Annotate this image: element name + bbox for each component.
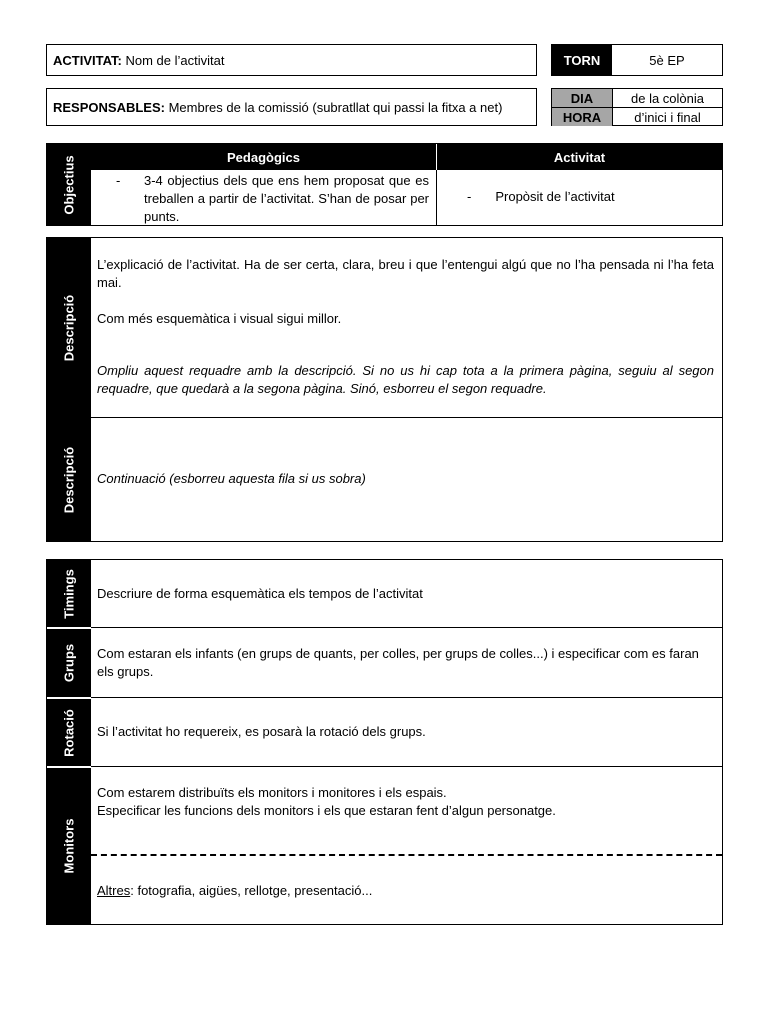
bullet-dash: - — [116, 173, 121, 188]
grups-side-label: Grups — [47, 629, 91, 697]
activitat-field — [46, 44, 537, 76]
monitors-line-1: Com estarem distribuïts els monitors i monitores i els espais. — [97, 785, 447, 800]
torn-label: TORN — [552, 45, 612, 75]
descripcio-paragraph-2: Com més esquemàtica i visual sigui millor. — [97, 311, 342, 326]
responsables-label: RESPONSABLES: — [53, 99, 165, 115]
dia-row — [552, 89, 722, 107]
pedagogics-cell — [117, 172, 429, 226]
monitors-side-label: Monitors — [47, 768, 91, 924]
altres-line — [97, 882, 717, 900]
altres-text: : fotografia, aigües, rellotge, presentació... — [130, 883, 373, 898]
activitat-cell — [467, 189, 615, 204]
activitat-label: ACTIVITAT: — [53, 52, 122, 68]
descripcio-section — [46, 237, 723, 542]
pedagogics-header: Pedagògics — [91, 144, 436, 170]
responsables-field — [46, 88, 537, 126]
hora-label: HORA — [552, 108, 613, 126]
hora-row — [552, 107, 722, 126]
rotacio-side-label: Rotació — [47, 699, 91, 767]
rotacio-text: Si l’activitat ho requereix, es posarà la rotació dels grups. — [97, 724, 426, 739]
responsables-value: Membres de la comissió (subratllat qui passi la fitxa a net) — [168, 99, 503, 115]
altres-label: Altres — [97, 883, 131, 898]
objectius-side-label: Objectius — [47, 144, 91, 225]
continuacio-text: Continuació (esborreu aquesta fila si us sobra) — [97, 471, 366, 486]
grups-text: Com estaran els infants (en grups de quants, per colles, per grups de colles...) i especificar com es faran els grups. — [97, 646, 699, 679]
descripcio-side-label: Descripció — [47, 238, 91, 418]
descripcio-paragraph-1: L’explicació de l’activitat. Ha de ser certa, clara, breu i que l’entengui algú que no l’ha pensada ni l’ha feta mai. — [97, 257, 714, 290]
dia-hora-table — [551, 88, 723, 126]
objectius-section — [46, 143, 723, 226]
descripcio-side-label-2: Descripció — [47, 418, 91, 541]
dia-label: DIA — [552, 89, 613, 107]
monitors-line-2: Especificar les funcions dels monitors i els que estaran fent d’algun personatge. — [97, 803, 556, 818]
detalls-section — [46, 559, 723, 925]
hora-value: d’inici i final — [634, 109, 701, 125]
descripcio-instructions: Ompliu aquest requadre amb la descripció. Si no us hi cap tota a la primera pàgina, seguiu al segon requadre, que quedarà a la segona pàgina. Sinó, esborreu el segon requadre. — [97, 363, 714, 396]
bullet-dash: - — [467, 189, 472, 204]
pedagogics-text: 3-4 objectius dels que ens hem proposat que es treballen a partir de l’activitat. S’han de posar per punts. — [144, 173, 429, 224]
activitat-value: Nom de l’activitat — [125, 52, 225, 68]
torn-value: 5è EP — [649, 52, 685, 68]
timings-text: Descriure de forma esquemàtica els tempos de l’activitat — [97, 586, 423, 601]
dia-value: de la colònia — [631, 90, 704, 106]
dashed-divider — [91, 854, 722, 856]
timings-side-label: Timings — [47, 560, 91, 628]
activitat-text: Propòsit de l’activitat — [495, 189, 615, 204]
activitat-header: Activitat — [437, 144, 722, 170]
torn-field — [551, 44, 723, 76]
